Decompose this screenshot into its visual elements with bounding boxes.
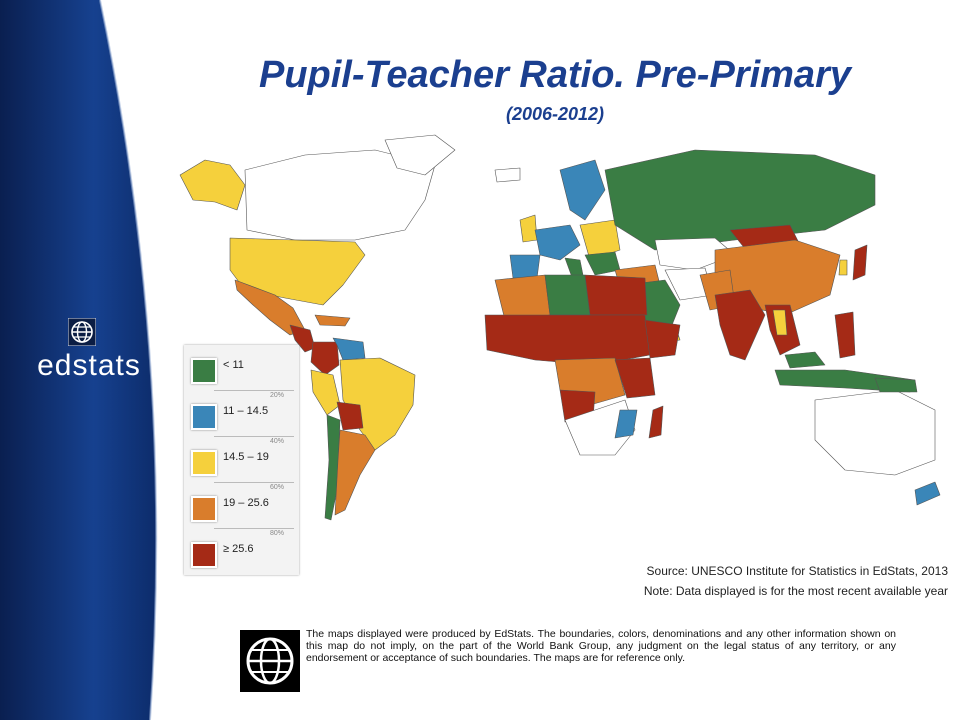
note-line: Note: Data displayed is for the most recent available year bbox=[643, 584, 948, 598]
legend-item-4 bbox=[189, 491, 297, 527]
disclaimer-text: The maps displayed were produced by EdStats. The boundaries, colors, denominations and any other information shown on this map do not imply, on the part of the World Bank Group, any judgment on the legal status of any territory, or any endorsement or acceptance of such boundaries. The maps are for reference only. bbox=[306, 628, 896, 664]
region-north-africa-west bbox=[495, 275, 550, 320]
region-caribbean bbox=[315, 315, 350, 326]
legend-item-3 bbox=[189, 445, 297, 481]
legend-item-1 bbox=[189, 353, 297, 389]
region-uk bbox=[520, 215, 537, 242]
legend-swatch-2 bbox=[191, 404, 217, 430]
region-bolivia bbox=[337, 402, 363, 430]
region-argentina bbox=[335, 430, 375, 515]
source-line: Source: UNESCO Institute for Statistics in EdStats, 2013 bbox=[646, 564, 948, 578]
region-scandinavia bbox=[560, 160, 605, 220]
legend-percent: 60% bbox=[270, 484, 285, 491]
region-korea bbox=[839, 260, 847, 275]
region-new-zealand bbox=[915, 482, 940, 505]
region-balkans bbox=[585, 252, 620, 275]
legend-swatch-3 bbox=[191, 450, 217, 476]
region-alaska bbox=[180, 160, 245, 210]
legend-item-5 bbox=[189, 537, 297, 573]
region-western-europe bbox=[535, 225, 580, 260]
page-subtitle: (2006-2012) bbox=[505, 104, 605, 124]
region-philippines bbox=[835, 312, 855, 358]
region-colombia bbox=[311, 342, 339, 375]
legend-swatch-5 bbox=[191, 542, 217, 568]
legend-percent: 20% bbox=[270, 392, 285, 399]
region-iberia bbox=[510, 255, 540, 278]
region-papua bbox=[875, 378, 917, 392]
legend-swatch-4 bbox=[191, 496, 217, 522]
region-sahel bbox=[485, 315, 650, 365]
legend-divider bbox=[214, 528, 294, 529]
region-malaysia bbox=[785, 352, 825, 368]
legend-divider bbox=[214, 482, 294, 483]
legend-divider bbox=[214, 390, 294, 391]
region-iceland bbox=[495, 168, 520, 182]
world-bank-globe-icon bbox=[240, 630, 300, 692]
region-ethiopia-horn bbox=[645, 320, 680, 358]
legend-percent: 80% bbox=[270, 530, 285, 537]
region-japan bbox=[853, 245, 867, 280]
globe-icon bbox=[68, 318, 96, 346]
legend-label-4: 19 – 25.6 bbox=[223, 497, 269, 509]
legend-label-2: 11 – 14.5 bbox=[223, 405, 269, 417]
legend-percent: 40% bbox=[270, 438, 285, 445]
legend-label-3: 14.5 – 19 bbox=[223, 451, 269, 463]
legend-divider bbox=[214, 436, 294, 437]
brand-name: edstats bbox=[37, 349, 141, 382]
legend-item-2 bbox=[189, 399, 297, 435]
legend-swatch-1 bbox=[191, 358, 217, 384]
region-libya-egypt bbox=[585, 275, 647, 315]
region-algeria bbox=[545, 275, 590, 315]
region-peru bbox=[311, 370, 340, 415]
region-australia bbox=[815, 390, 935, 475]
region-madagascar bbox=[649, 406, 663, 438]
map-legend bbox=[184, 345, 299, 575]
page-title: Pupil-Teacher Ratio. Pre-Primary bbox=[258, 54, 851, 96]
legend-label-1: < 11 bbox=[223, 359, 244, 371]
legend-label-5: ≥ 25.6 bbox=[223, 543, 254, 555]
source-block bbox=[560, 561, 948, 601]
